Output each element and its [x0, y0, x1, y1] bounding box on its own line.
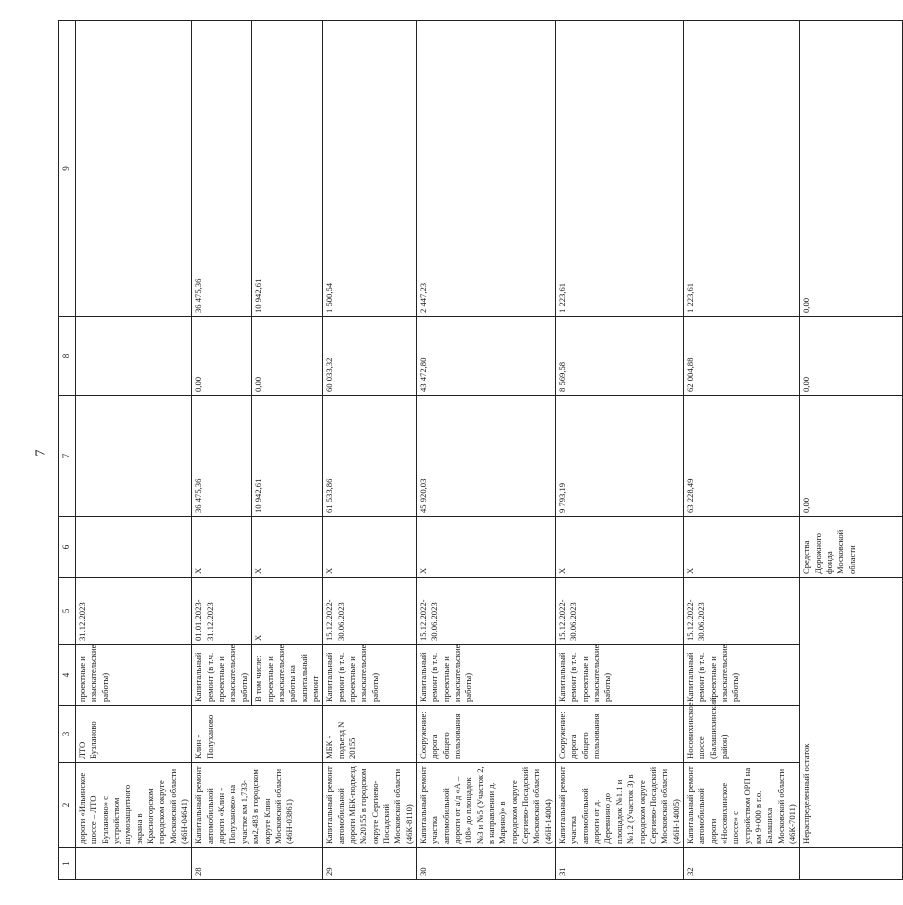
- row-col-9: 1 223,61: [683, 21, 799, 317]
- remainder-row: [800, 21, 903, 880]
- row-col-9: 2 447,23: [416, 21, 555, 317]
- subrow-source: Х: [252, 517, 323, 578]
- remainder-col-8: 0,00: [800, 317, 903, 396]
- row-object-name: Капитальный ремонт участка автомобильной дороги от д. Деревнино до площадок №1.1 и №1.2 (Участок 3) в городском округе Сергиево-Посадский Московской области (46Н-14005): [556, 763, 684, 848]
- row-dates: 15.12.2022-30.06.2023: [683, 578, 799, 645]
- row-col-7: 9 793,19: [556, 396, 684, 517]
- row-col-8: 0,00: [192, 317, 252, 396]
- row-dates: 15.12.2022-30.06.2023: [323, 578, 417, 645]
- row-location: Сооружение: дорога общего пользования: [556, 706, 684, 763]
- col-4-header: 4: [59, 645, 76, 706]
- row-col-7: 45 920,03: [416, 396, 555, 517]
- col-1-header: 1: [59, 848, 76, 880]
- row-dates: 15.12.2022-30.06.2023: [556, 578, 684, 645]
- row-col-9: 36 475,36: [192, 21, 252, 317]
- col-9-header: 9: [59, 21, 76, 317]
- row-source: Х: [323, 517, 417, 578]
- col-6-header: 6: [59, 517, 76, 578]
- column-number-header: [59, 21, 76, 880]
- row-work-type: проектные и изыскательские работы): [76, 645, 192, 706]
- row-object-name: Капитальный ремонт автомобильной дороги «Клин - Полуханово» на участке км 1,733-км2,483 в городском округе Клин Московской области (46Н-03861): [192, 763, 323, 848]
- row-work-type: Капитальный ремонт (в т.ч. проектные и изыскательские работы): [192, 645, 252, 706]
- row-col-9: 1 500,54: [323, 21, 417, 317]
- row-source: Х: [192, 517, 252, 578]
- table-row: [323, 21, 417, 880]
- col-2-header: 2: [59, 763, 76, 848]
- row-col-8: 43 472,80: [416, 317, 555, 396]
- row-dates: 01.01.2023-31.12.2023: [192, 578, 252, 645]
- remainder-col-7: 0,00: [800, 396, 903, 517]
- row-number: 31: [556, 848, 684, 880]
- row-col-8: 62 004,88: [683, 317, 799, 396]
- col-3-header: 3: [59, 706, 76, 763]
- page-number: 7: [33, 449, 49, 457]
- works-table: [58, 20, 903, 880]
- row-number: [76, 848, 192, 880]
- table-row: [556, 21, 684, 880]
- remainder-number: [800, 848, 903, 880]
- row-location: Носовихинское шоссе (Балашихинский район): [683, 706, 799, 763]
- col-8-header: 8: [59, 317, 76, 396]
- row-object-name: дороги «Ильинское шоссе – ЛТО Бузланово» с устройством шумозащитного экрана в Красногорском городском округе Московской области (46Н-04641): [76, 763, 192, 848]
- table-row: [416, 21, 555, 880]
- row-work-type: Капитальный ремонт (в т.ч. проектные и изыскательские работы): [683, 645, 799, 706]
- row-number: 29: [323, 848, 417, 880]
- row-number: 32: [683, 848, 799, 880]
- row-object-name: Капитальный ремонт автомобильной дороги МБК-подъезд №20155 в городском округе Сергиево-Посадский Московской области (46К-8110): [323, 763, 417, 848]
- row-col-8: 60 033,32: [323, 317, 417, 396]
- row-work-type: Капитальный ремонт (в т.ч. проектные и изыскательские работы): [323, 645, 417, 706]
- row-location: ЛТО Бузланово: [76, 706, 192, 763]
- subrow-dates: Х: [252, 578, 323, 645]
- table-row: [683, 21, 799, 880]
- row-work-type: Капитальный ремонт (в т.ч. проектные и изыскательские работы): [416, 645, 555, 706]
- subrow-col-9: 10 942,61: [252, 21, 323, 317]
- subrow-work-type: В том числе: проектные и изыскательские работы на капитальный ремонт: [252, 645, 323, 706]
- row-source: Х: [556, 517, 684, 578]
- row-col-9: 1 223,61: [556, 21, 684, 317]
- row-source: Х: [416, 517, 555, 578]
- row-source: Х: [683, 517, 799, 578]
- row-number: 30: [416, 848, 555, 880]
- row-col-9: [76, 21, 192, 317]
- row-work-type: Капитальный ремонт (в т.ч. проектные и изыскательские работы): [556, 645, 684, 706]
- row-object-name: Капитальный ремонт участка автомобильной дороги от а/д «А – 108» до площадок №3 и №5 (Участок 2, в направлении д. Марино)» в городском округе Сергиево-Посадский Московской области (46Н-14004): [416, 763, 555, 848]
- col-7-header: 7: [59, 396, 76, 517]
- row-dates: 31.12.2023: [76, 578, 192, 645]
- row-dates: 15.12.2022-30.06.2023: [416, 578, 555, 645]
- table-row: [76, 21, 192, 880]
- col-5-header: 5: [59, 578, 76, 645]
- row-col-7: 36 475,36: [192, 396, 252, 517]
- row-object-name: Капитальный ремонт автомобильной дороги «Носовихинское шоссе» с устройством ОРП на км 9+000 в г.о. Балашиха Московской области (46К-7011): [683, 763, 799, 848]
- row-number: 28: [192, 848, 323, 880]
- row-col-8: [76, 317, 192, 396]
- row-col-7: 61 533,86: [323, 396, 417, 517]
- row-col-8: 8 569,58: [556, 317, 684, 396]
- row-location: МБК - подъезд N 20155: [323, 706, 417, 763]
- remainder-source: Средства Дорожного фонда Московской области: [800, 517, 903, 578]
- row-location: Сооружение: дорога общего пользования: [416, 706, 555, 763]
- row-col-7: [76, 396, 192, 517]
- rotated-table-container: [58, 30, 857, 880]
- row-location: Клин - Полуханово: [192, 706, 323, 763]
- subrow-col-8: 0,00: [252, 317, 323, 396]
- row-source: [76, 517, 192, 578]
- table-row: [192, 21, 252, 880]
- remainder-label: Нераспределенный остаток: [800, 578, 903, 848]
- remainder-col-9: 0,00: [800, 21, 903, 317]
- row-col-7: 63 228,49: [683, 396, 799, 517]
- subrow-col-7: 10 942,61: [252, 396, 323, 517]
